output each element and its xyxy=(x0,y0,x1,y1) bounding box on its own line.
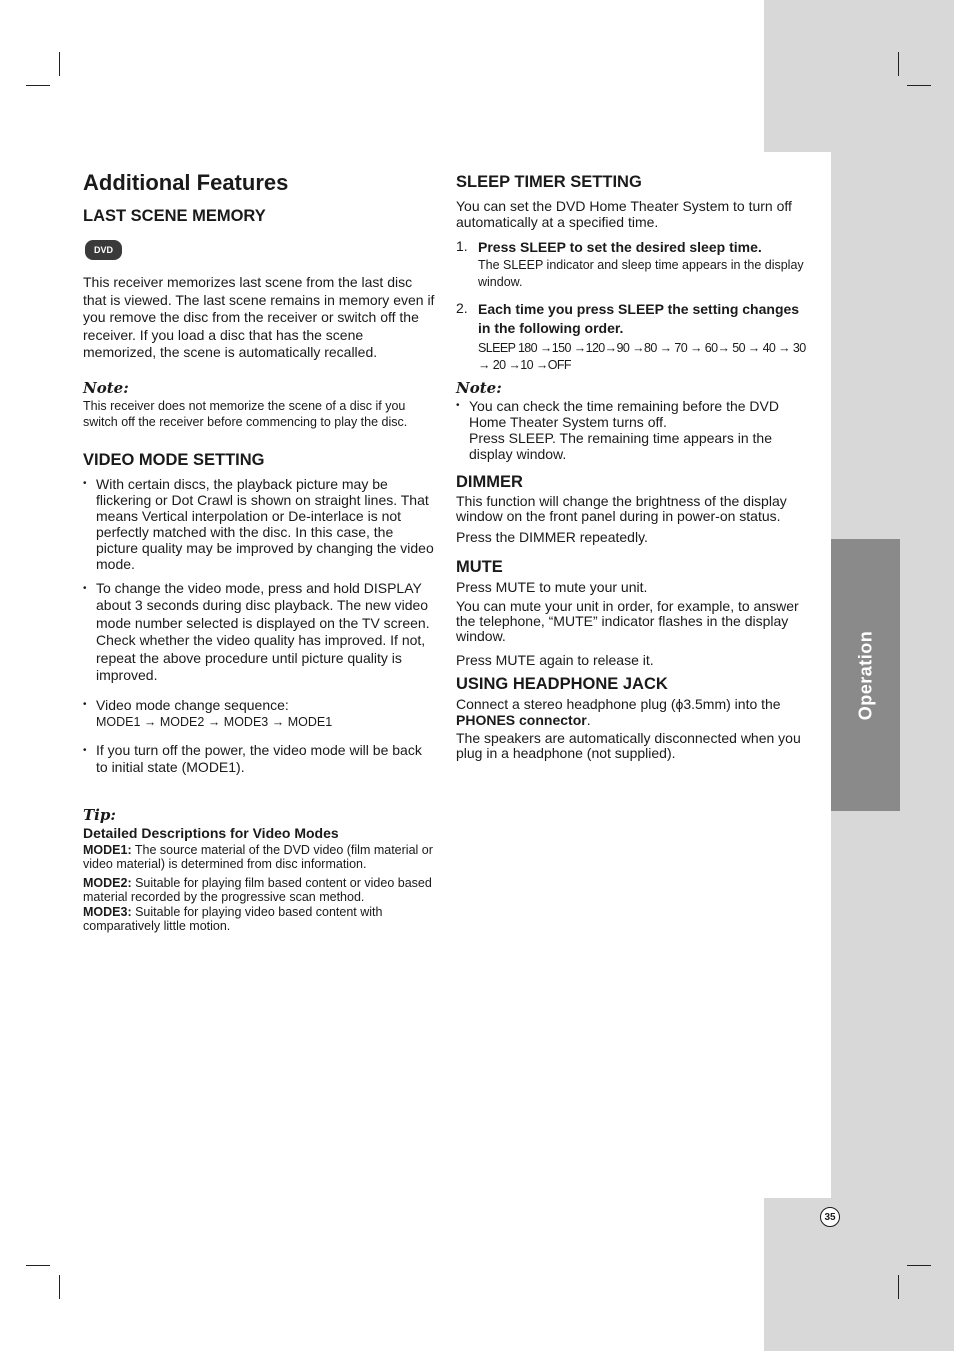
last-scene-body: This receiver memorizes last scene from the last disc that is viewed. The last scene remains in memory even if you remove the disc from the receiver or switch off the receiver. If you load a disc that has the scene memorized, the scene is automatically recalled. xyxy=(83,274,435,360)
mode-text: Suitable for playing video based content with comparatively little motion. xyxy=(83,904,383,933)
dimmer-body: This function will change the brightness of the display window on the front panel during in power-on status. xyxy=(456,493,787,524)
dimmer-heading: DIMMER xyxy=(456,473,523,491)
mute-heading: MUTE xyxy=(456,558,503,576)
crop-mark xyxy=(907,85,931,86)
mute-release: Press MUTE again to release it. xyxy=(456,652,654,668)
dimmer-instruction: Press the DIMMER repeatedly. xyxy=(456,529,648,545)
sleep-steps xyxy=(456,238,811,374)
crop-mark xyxy=(898,1275,899,1299)
headphone-heading: USING HEADPHONE JACK xyxy=(456,675,668,693)
crop-mark xyxy=(898,52,899,76)
list-item xyxy=(456,300,811,374)
page-number: 35 xyxy=(820,1207,840,1227)
mode-text: The source material of the DVD video (film material or video material) is determined from disc information. xyxy=(83,842,433,871)
list-item: • With certain discs, the playback picture may be flickering or Dot Crawl is shown on straight lines. That means Vertical interpolation or De-interlace is not perfectly matched with the disc. In this case, the picture quality may be improved by changing the video mode. xyxy=(83,476,435,572)
step-number: 1. xyxy=(456,238,468,254)
video-mode-list xyxy=(83,476,435,777)
headphone-text-end: . xyxy=(586,712,591,728)
last-scene-heading: LAST SCENE MEMORY xyxy=(83,207,266,225)
list-item xyxy=(456,238,811,290)
section-tab-label: Operation xyxy=(855,630,876,720)
crop-mark xyxy=(907,1265,931,1266)
last-scene-note-title: Note: xyxy=(83,378,129,397)
step-instruction: Each time you press SLEEP the setting changes in the following order. xyxy=(478,301,800,336)
right-column xyxy=(456,172,811,761)
sleep-intro: You can set the DVD Home Theater System to turn off automatically at a specified time. xyxy=(456,198,792,230)
headphone-body xyxy=(456,696,811,728)
headphone-text: Connect a stereo headphone plug (ϕ3.5mm) into the xyxy=(456,696,781,712)
crop-mark xyxy=(26,85,50,86)
sleep-note-title: Note: xyxy=(456,379,502,397)
list-item xyxy=(456,398,811,462)
mute-body: Press MUTE to mute your unit. xyxy=(456,579,648,595)
sleep-sequence: SLEEP 180 →150 →120→90 →80 → 70 → 60→ 50 → 40 → 30 → 20 →10 →OFF xyxy=(478,341,806,372)
note-line: Press SLEEP. The remaining time appears in the display window. xyxy=(469,430,772,462)
step-number: 2. xyxy=(456,300,468,316)
last-scene-note: This receiver does not memorize the scene of a disc if you switch off the receiver before commencing to play the disc. xyxy=(83,398,408,429)
mode-label: MODE3: xyxy=(83,904,132,919)
step-detail: The SLEEP indicator and sleep time appears in the display window. xyxy=(478,258,804,289)
sleep-note-list xyxy=(456,398,811,462)
list-item: • To change the video mode, press and hold DISPLAY about 3 seconds during disc playback. The new video mode number selected is displayed on the TV screen. Check whether the video quality has improved. If not, repeat the above procedure until picture quality is improved. xyxy=(83,580,435,685)
crop-mark xyxy=(59,1275,60,1299)
headphone-note: The speakers are automatically disconnected when you plug in a headphone (not supplied). xyxy=(456,730,801,761)
dvd-badge: DVD xyxy=(85,240,122,260)
crop-mark xyxy=(59,52,60,76)
list-item: • If you turn off the power, the video mode will be back to initial state (MODE1). xyxy=(83,742,435,777)
sequence-label: Video mode change sequence: xyxy=(96,696,289,713)
mode-label: MODE1: xyxy=(83,842,132,857)
page-title: Additional Features xyxy=(83,170,289,195)
mode-text: Suitable for playing film based content or video based material recorded by the progressive scan method. xyxy=(83,875,432,904)
crop-mark xyxy=(26,1265,50,1266)
note-line: You can check the time remaining before the DVD Home Theater System turns off. xyxy=(469,398,779,430)
mode-label: MODE2: xyxy=(83,875,132,890)
sleep-heading: SLEEP TIMER SETTING xyxy=(456,173,642,191)
mode-description xyxy=(83,876,435,905)
list-item xyxy=(83,697,435,730)
phones-connector-label: PHONES connector xyxy=(456,712,587,728)
video-mode-heading: VIDEO MODE SETTING xyxy=(83,450,265,469)
left-column xyxy=(83,170,435,934)
tip-title: Tip: xyxy=(83,805,116,824)
mode-description xyxy=(83,843,435,872)
mode-sequence: MODE1 → MODE2 → MODE3 → MODE1 xyxy=(96,714,333,729)
step-instruction: Press SLEEP to set the desired sleep time. xyxy=(478,239,762,255)
tip-heading: Detailed Descriptions for Video Modes xyxy=(83,824,339,841)
mute-explanation: You can mute your unit in order, for example, to answer the telephone, “MUTE” indicator flashes in the display window. xyxy=(456,598,799,644)
mode-description xyxy=(83,905,435,934)
